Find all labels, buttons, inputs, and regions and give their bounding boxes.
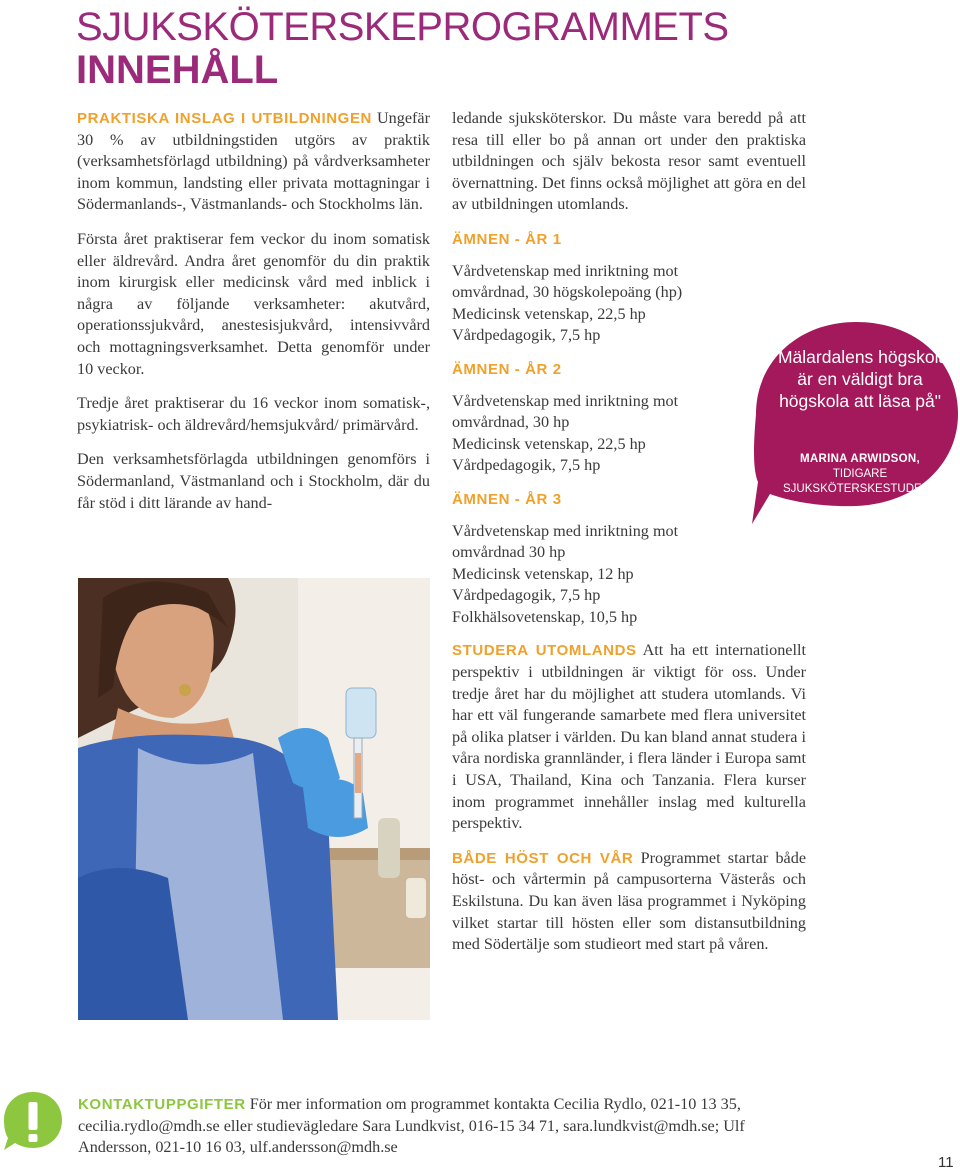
subject-item: omvårdnad 30 hp xyxy=(452,543,566,562)
subject-item: Medicinsk vetenskap, 12 hp xyxy=(452,564,634,583)
page-number: 11 xyxy=(938,1154,954,1171)
heading-year-2: ÄMNEN - ÅR 2 xyxy=(452,360,562,378)
paragraph-start xyxy=(452,848,806,956)
heading-start: BÅDE HÖST OCH VÅR xyxy=(452,849,634,867)
text-abroad: Att ha ett internationellt perspektiv i utbildningen är viktigt för oss. Under tredje året har du möjlighet att studera utomlands. Vi har ett väl fungerande samarbete med flera universitet på olika platser i världen. Du kan bland annat studera i våra nordiska grannländer, i flera länder i Europa samt i USA, Thailand, Kina och Tanzania. Flera kurser inom programmet innehåller inslag med kulturella perspektiv. xyxy=(452,641,806,833)
nurse-photo xyxy=(78,578,430,1020)
subject-item: Vårdpedagogik, 7,5 hp xyxy=(452,586,601,605)
subject-item: Folkhälsovetenskap, 10,5 hp xyxy=(452,607,638,626)
subject-item: Medicinsk vetenskap, 22,5 hp xyxy=(452,434,646,453)
subject-item: Vårdvetenskap med inriktning mot xyxy=(452,391,679,410)
subject-item: Vårdvetenskap med inriktning mot xyxy=(452,261,679,280)
subject-item: omvårdnad, 30 högskolepoäng (hp) xyxy=(452,283,683,302)
heading-year-1: ÄMNEN - ÅR 1 xyxy=(452,230,562,248)
quote-text: "Mälardalens högskola är en väldigt bra högskola att läsa på" xyxy=(771,347,949,411)
paragraph-practical xyxy=(77,108,430,216)
contact-info xyxy=(78,1094,806,1159)
quote-attribution xyxy=(762,452,958,497)
page-title xyxy=(76,6,729,92)
heading-practical: PRAKTISKA INSLAG I UTBILDNINGEN xyxy=(77,110,372,127)
quote-bubble xyxy=(752,318,960,524)
paragraph-years: Första året praktiserar fem veckor du inom somatisk eller äldrevård. Andra året genomför du din praktik inom kirurgisk eller medicinsk vård med inblick i några av följande verksamheter: akutvård, operationssjukvård, anestesisjukvård, intensivvård och mottagningsverksamhet. Detta genomför under 10 veckor. xyxy=(77,229,430,378)
paragraph-abroad xyxy=(452,640,806,834)
subject-item: Medicinsk vetenskap, 22,5 hp xyxy=(452,304,646,323)
heading-abroad: STUDERA UTOMLANDS xyxy=(452,642,637,660)
subject-item: Vårdpedagogik, 7,5 hp xyxy=(452,326,601,345)
subject-item: Vårdvetenskap med inriktning mot xyxy=(452,521,679,540)
paragraph-placement: Den verksamhetsförlagda utbildningen genomförs i Södermanland, Västmanland och i Stockholm, där du får stöd i ditt lärande av hand- xyxy=(77,450,430,512)
subjects-year-3 xyxy=(452,521,806,629)
paragraph-continued: ledande sjuksköterskor. Du måste vara beredd på att resa till eller bo på annan ort under den praktiska utbildningen och själv bekosta resor samt eventuell övernattning. Det finns också möjlighet att göra en del av utbildningen utomlands. xyxy=(452,109,806,214)
quote-name: MARINA ARWIDSON, xyxy=(799,453,920,465)
paragraph-year-three: Tredje året praktiserar du 16 veckor inom somatisk-, psykiatrisk- och äldrevård/hemsjukvård/ primärvård. xyxy=(77,394,430,434)
heading-contact: KONTAKTUPPGIFTER xyxy=(78,1096,246,1113)
subject-item: Vårdpedagogik, 7,5 hp xyxy=(452,456,601,475)
text-practical: Ungefär 30 % av utbildningstiden utgörs av praktik (verksamhetsförlagd utbildning) på vårdverksamheter inom kommun, landsting eller privata mottagningar i Södermanlands-, Västmanlands- och Stockholms län. xyxy=(77,109,431,214)
subject-item: omvårdnad, 30 hp xyxy=(452,413,570,432)
title-line-1: SJUKSKÖTERSKEPROGRAMMETS xyxy=(76,5,729,49)
middle-column xyxy=(452,108,806,969)
heading-year-3: ÄMNEN - ÅR 3 xyxy=(452,490,562,508)
title-line-2: INNEHÅLL xyxy=(76,48,279,93)
text-contact: För mer information om programmet kontakta Cecilia Rydlo, 021-10 13 35, cecilia.rydlo@mdh.se eller studievägledare Sara Lundkvist, 016-15 34 71, sara.lundkvist@mdh.se; Ulf Andersson, 021-10 16 03, ulf.andersson@mdh.se xyxy=(78,1095,745,1157)
text-start: Programmet startar både höst- och vårtermin på campusorterna Västerås och Eskilstuna. Du kan även läsa programmet i Nyköping vilket startar till hösten eller som distansutbildning med Södertälje som studieort med start på våren. xyxy=(452,848,807,954)
quote-role: TIDIGARE SJUKSKÖTERSKESTUDENT xyxy=(783,468,937,495)
exclamation-icon xyxy=(2,1090,64,1152)
left-column xyxy=(77,108,430,527)
